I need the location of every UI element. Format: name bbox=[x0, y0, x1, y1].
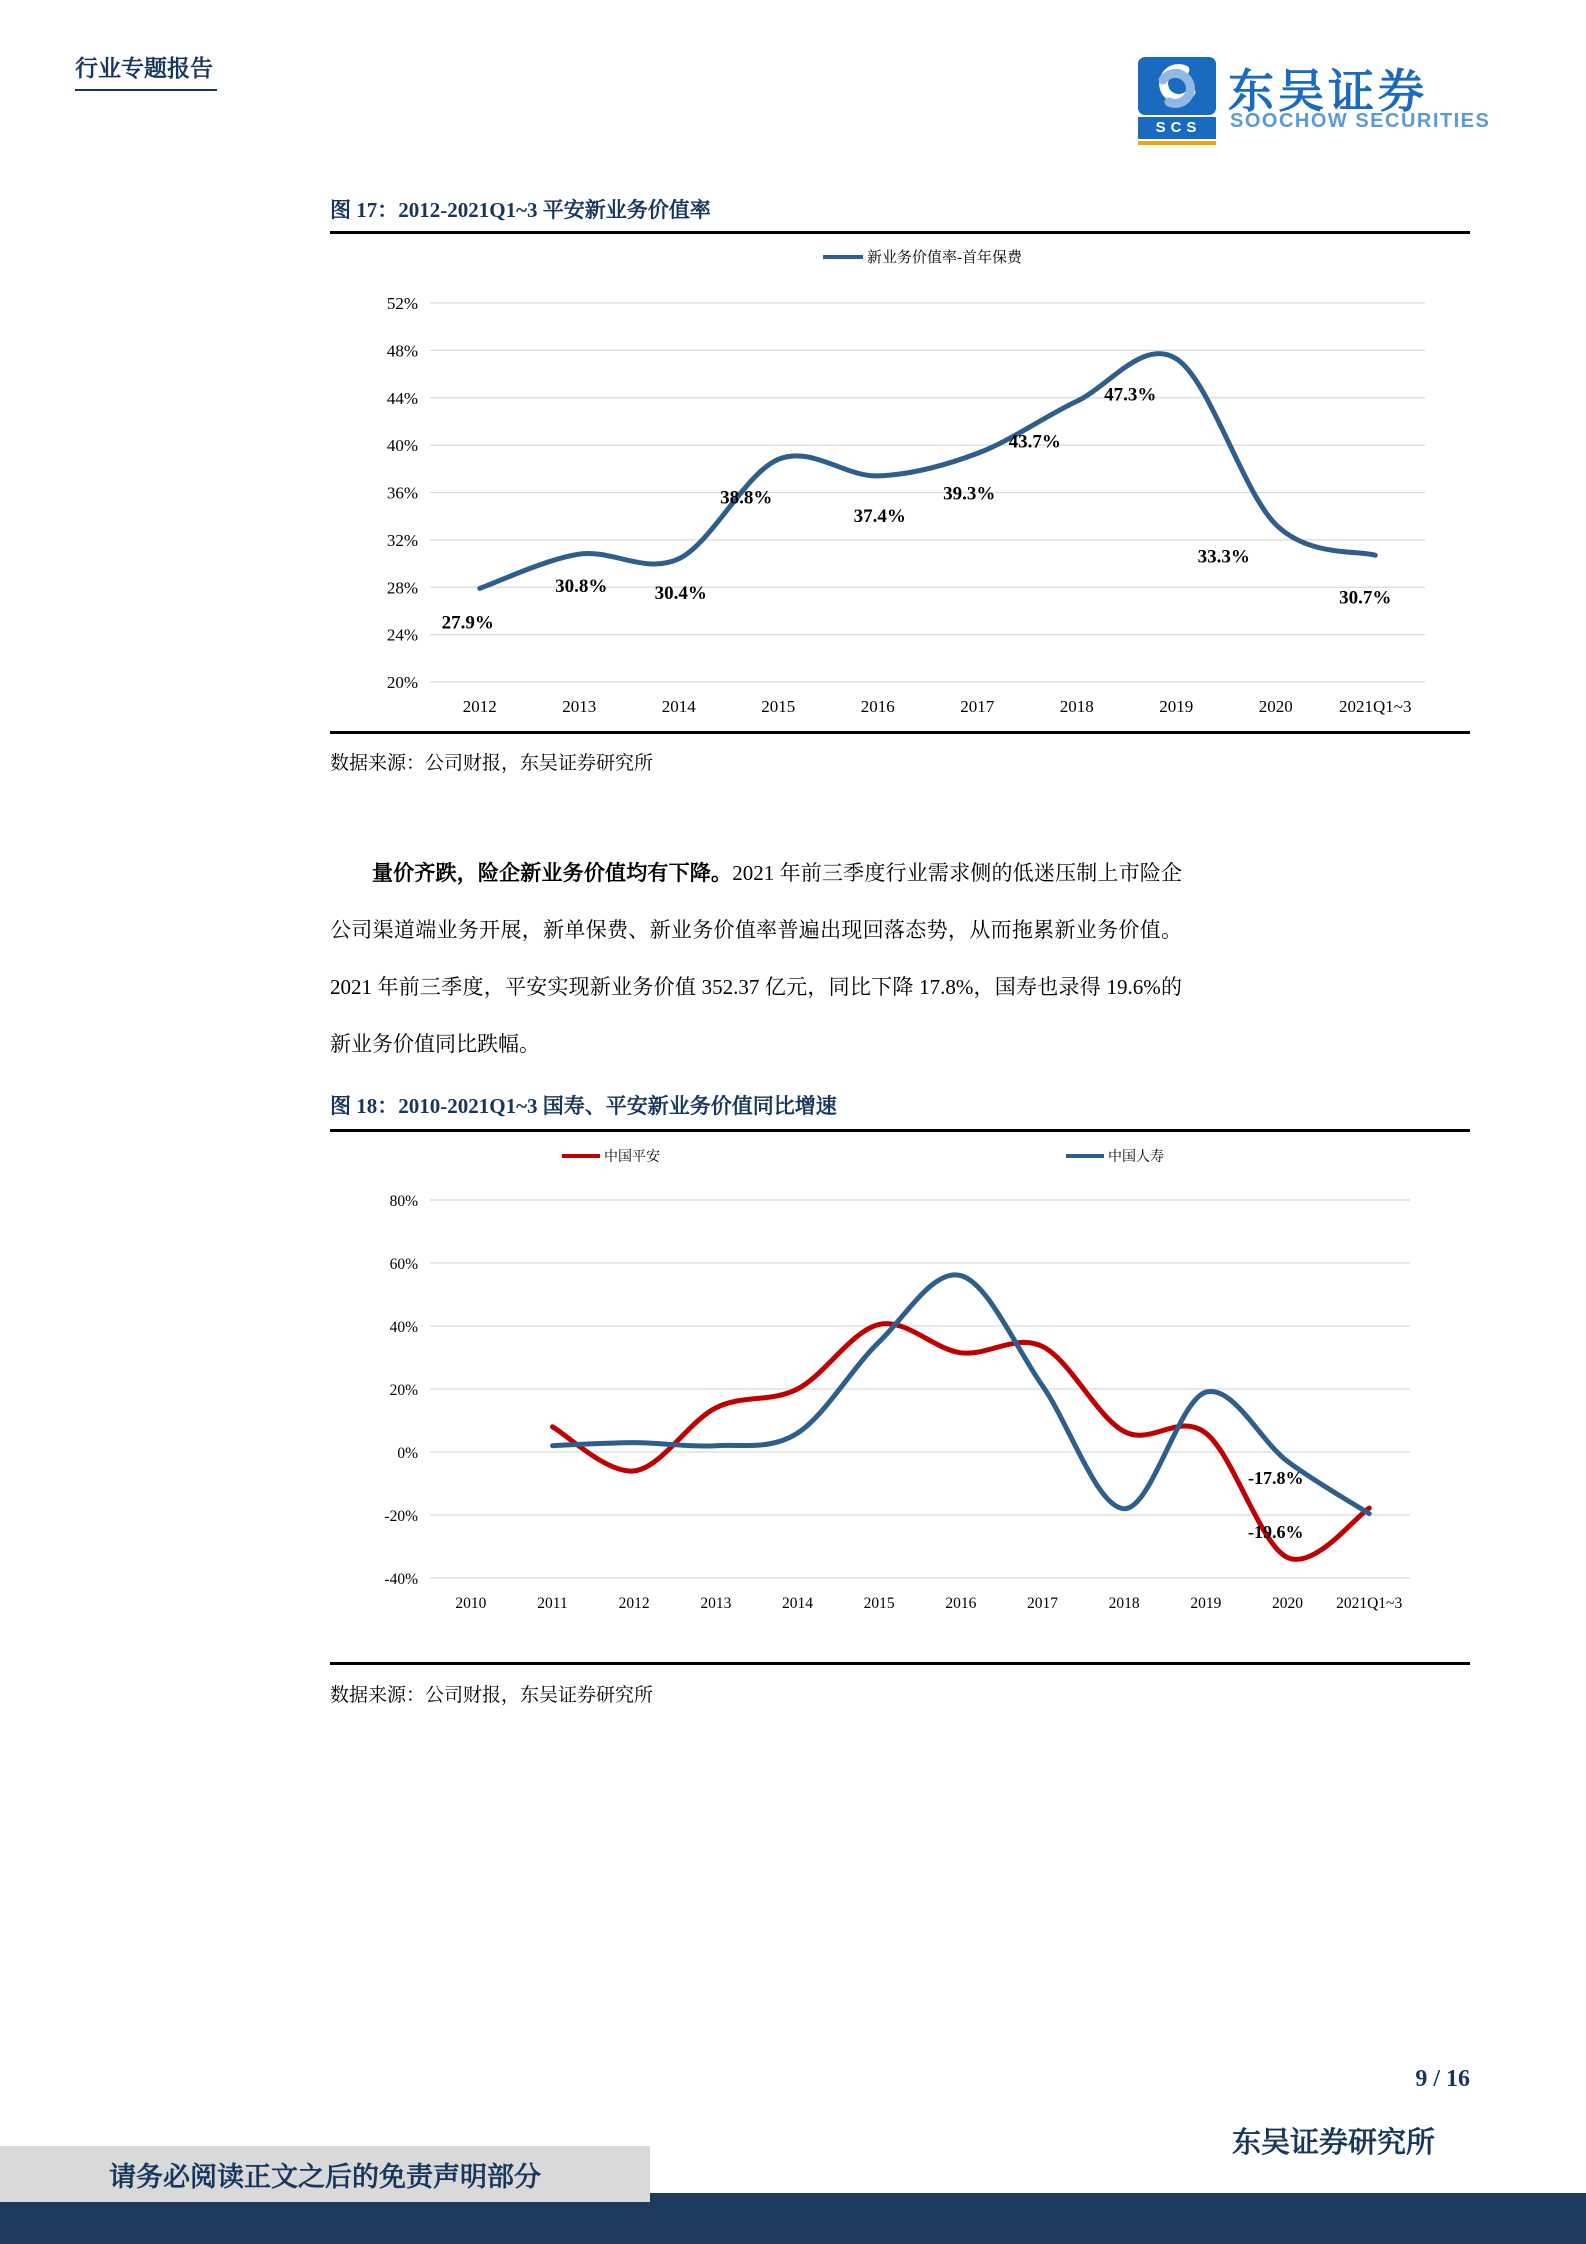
figure18-title: 图 18：2010-2021Q1~3 国寿、平安新业务价值同比增速 bbox=[330, 1094, 837, 1118]
y-tick-label: 60% bbox=[389, 1256, 418, 1273]
figure17-title: 图 17：2012-2021Q1~3 平安新业务价值率 bbox=[330, 198, 711, 222]
x-tick-label: 2016 bbox=[945, 1595, 977, 1612]
figure18-source: 数据来源：公司财报，东吴证券研究所 bbox=[330, 1685, 654, 1706]
footer-organization: 东吴证券研究所 bbox=[1231, 2127, 1435, 2159]
x-tick-label: 2017 bbox=[1027, 1595, 1058, 1612]
data-label: 27.9% bbox=[441, 612, 494, 634]
x-tick-label: 2015 bbox=[761, 697, 796, 716]
x-tick-label: 2010 bbox=[455, 1595, 487, 1612]
logo-en-name: SOOCHOW SECURITIES bbox=[1230, 110, 1491, 132]
end-value-label: -17.8% bbox=[1248, 1468, 1304, 1488]
legend-label-guoshou: 中国人寿 bbox=[1108, 1150, 1164, 1165]
x-tick-label: 2012 bbox=[618, 1595, 650, 1612]
x-tick-label: 2019 bbox=[1190, 1595, 1222, 1612]
x-tick-label: 2019 bbox=[1159, 697, 1194, 716]
figure17-top-rule bbox=[330, 231, 1470, 234]
legend-label-pingan: 中国平安 bbox=[604, 1150, 660, 1165]
paragraph-rest: 2021 年前三季度行业需求侧的低迷压制上市险企公司渠道端业务开展，新单保费、新业务价值率普遍出现回落态势，从而拖累新业务价值。2021 年前三季度，平安实现新业务价值 352.37 亿元，同比下降 17.8%，国寿也录得 19.6%的新业务价值同比跌幅。 bbox=[330, 861, 1182, 1056]
y-tick-label: 44% bbox=[386, 388, 418, 408]
data-label: 33.3% bbox=[1197, 546, 1250, 568]
y-tick-label: 20% bbox=[386, 673, 418, 692]
y-tick-label: 0% bbox=[397, 1445, 418, 1462]
series-line bbox=[553, 1275, 1370, 1514]
x-tick-label: 2017 bbox=[960, 697, 995, 716]
logo-cn-name: 东吴证券 bbox=[1228, 65, 1428, 117]
disclaimer-text: 请务必阅读正文之后的免责声明部分 bbox=[109, 2161, 541, 2192]
x-tick-label: 2016 bbox=[860, 697, 895, 716]
data-label: 30.8% bbox=[555, 576, 608, 598]
data-label: 37.4% bbox=[853, 505, 906, 527]
x-tick-label: 2014 bbox=[782, 1595, 813, 1612]
y-tick-label: 48% bbox=[386, 341, 418, 361]
x-tick-label: 2014 bbox=[661, 697, 696, 716]
page-number: 9 / 16 bbox=[1415, 2066, 1470, 2092]
x-tick-label: 2012 bbox=[462, 697, 497, 716]
y-tick-label: 36% bbox=[386, 483, 418, 503]
paragraph-lead: 量价齐跌，险企新业务价值均有下降。 bbox=[372, 861, 733, 885]
logo-orange-bar bbox=[1138, 141, 1216, 145]
legend-label: 新业务价值率-首年保费 bbox=[867, 250, 1022, 266]
data-label: 39.3% bbox=[943, 483, 996, 505]
x-tick-label: 2018 bbox=[1108, 1595, 1140, 1612]
disclaimer-box bbox=[0, 2146, 650, 2202]
y-tick-label: 40% bbox=[386, 436, 418, 456]
data-label: 38.8% bbox=[720, 487, 773, 509]
x-tick-label: 2020 bbox=[1272, 1595, 1303, 1612]
body-paragraph bbox=[330, 845, 1182, 1073]
logo-abbr: SCS bbox=[1138, 117, 1216, 139]
y-tick-label: 32% bbox=[386, 530, 418, 550]
x-tick-label: 2020 bbox=[1258, 697, 1293, 716]
x-tick-label: 2021Q1~3 bbox=[1339, 697, 1412, 716]
data-label: 47.3% bbox=[1104, 384, 1157, 406]
y-tick-label: -40% bbox=[384, 1571, 418, 1588]
end-value-label: -19.6% bbox=[1248, 1522, 1304, 1542]
data-label: 30.4% bbox=[654, 582, 707, 604]
x-tick-label: 2013 bbox=[700, 1595, 732, 1612]
figure17-source: 数据来源：公司财报，东吴证券研究所 bbox=[330, 753, 654, 774]
y-tick-label: 52% bbox=[386, 294, 418, 313]
logo-swirl-icon bbox=[1138, 57, 1216, 115]
report-type-label: 行业专题报告 bbox=[75, 50, 217, 91]
x-tick-label: 2021Q1~3 bbox=[1336, 1595, 1403, 1612]
x-tick-label: 2011 bbox=[537, 1595, 568, 1612]
figure17-line-chart bbox=[330, 240, 1470, 740]
figure17-bottom-rule bbox=[330, 731, 1470, 734]
y-tick-label: 20% bbox=[389, 1382, 418, 1399]
data-label: 30.7% bbox=[1339, 587, 1392, 609]
data-label: 43.7% bbox=[1008, 431, 1061, 453]
y-tick-label: -20% bbox=[384, 1508, 418, 1525]
x-tick-label: 2018 bbox=[1059, 697, 1094, 716]
y-tick-label: 80% bbox=[389, 1193, 418, 1210]
x-tick-label: 2013 bbox=[562, 697, 597, 716]
figure18-line-chart bbox=[330, 1140, 1470, 1670]
series-line bbox=[553, 1324, 1370, 1560]
x-tick-label: 2015 bbox=[863, 1595, 895, 1612]
figure18-bottom-rule bbox=[330, 1662, 1470, 1665]
y-tick-label: 24% bbox=[386, 625, 418, 645]
y-tick-label: 40% bbox=[389, 1319, 418, 1336]
y-tick-label: 28% bbox=[386, 578, 418, 598]
figure18-top-rule bbox=[330, 1129, 1470, 1132]
